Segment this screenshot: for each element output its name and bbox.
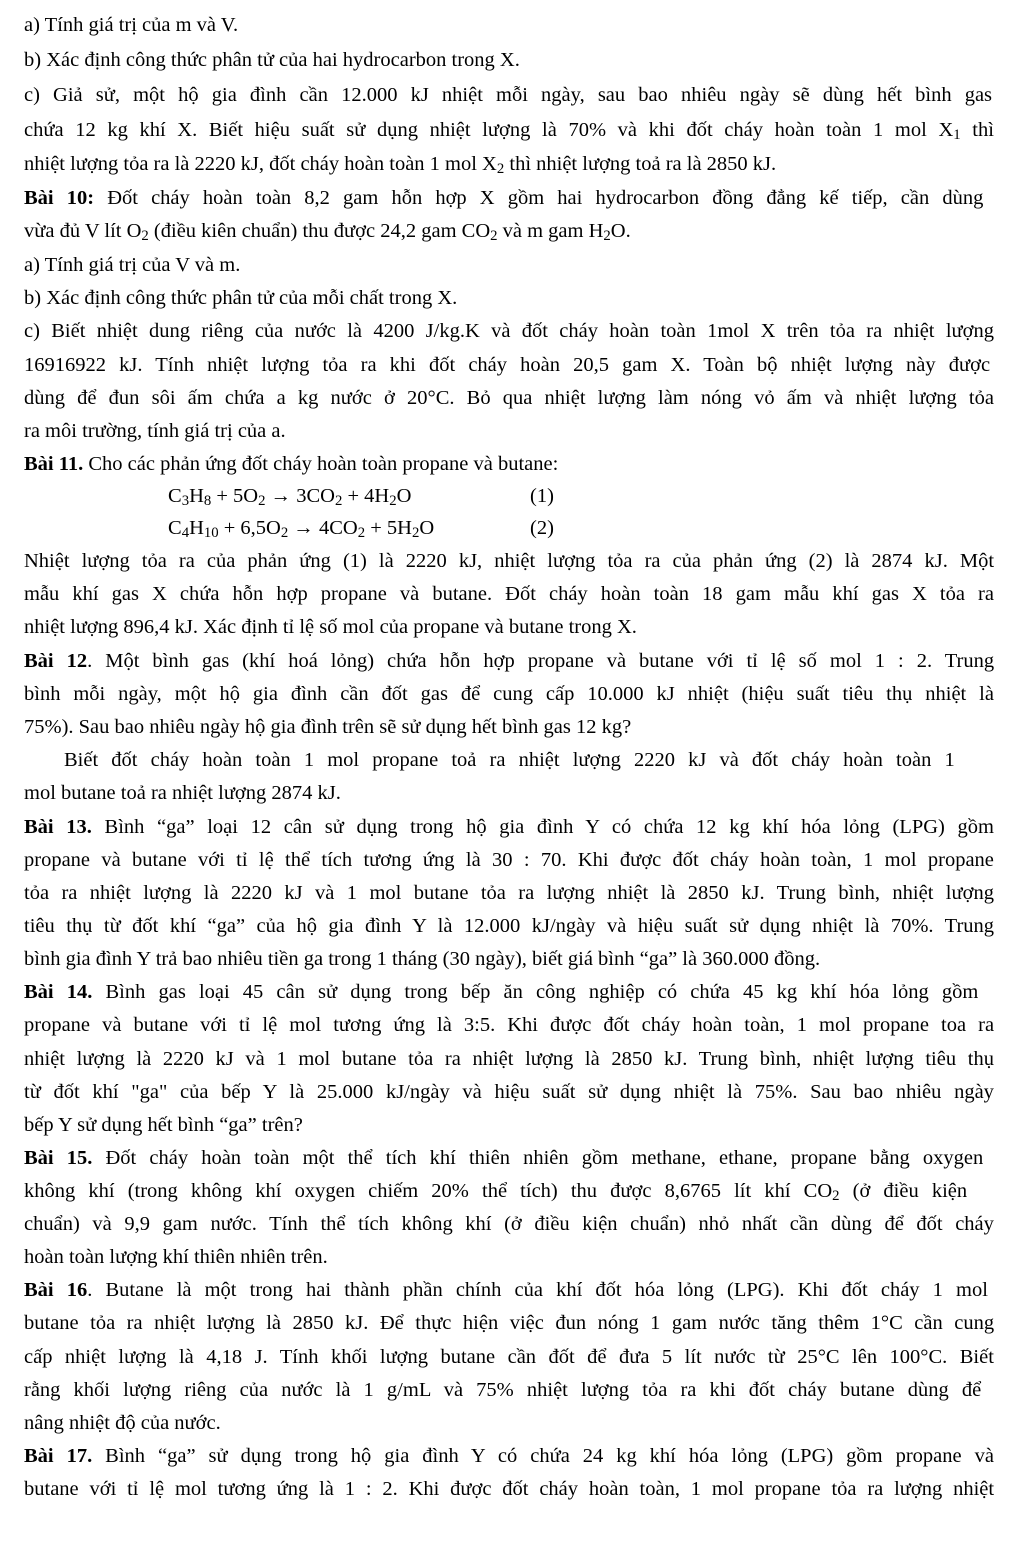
problem-10-heading: Bài 10: Đốt cháy hoàn toàn 8,2 gam hỗn hợp X gồm hai hydrocarbon đồng đẳng kế tiếp, cần dùng xyxy=(24,187,984,209)
text-line: cấp nhiệt lượng là 4,18 J. Tính khối lượng butane cần đốt để đưa 5 lít nước từ 25°C lên 100°C. Biết xyxy=(24,1346,994,1368)
text-line: nâng nhiệt độ của nước. xyxy=(24,1412,221,1434)
problem-16-heading: Bài 16. Butane là một trong hai thành phần chính của khí đốt hóa lỏng (LPG). Khi đốt cháy 1 mol xyxy=(24,1279,988,1301)
problem-15-heading: Bài 15. Đốt cháy hoàn toàn một thể tích khí thiên nhiên gồm methane, ethane, propane bằng oxygen xyxy=(24,1147,984,1169)
text-line: bếp Y sử dụng hết bình “ga” trên? xyxy=(24,1114,303,1136)
text-line: chứa 12 kg khí X. Biết hiệu suất sử dụng nhiệt lượng là 70% và khi đốt cháy hoàn toàn 1 mol $X_1$ thì xyxy=(24,119,994,144)
text-line: chuẩn) và 9,9 gam nước. Tính thể tích không khí (ở điều kiện chuẩn) nhỏ nhất cần dùng để đốt cháy xyxy=(24,1213,994,1235)
text-line: propane và butane với tỉ lệ mol tương ứng là 3:5. Khi được đốt cháy hoàn toàn, 1 mol propane toa ra xyxy=(24,1014,995,1036)
text-line: 16916922 kJ. Tính nhiệt lượng tỏa ra khi đốt cháy hoàn 20,5 gam X. Toàn bộ nhiệt lượng này được xyxy=(24,354,991,376)
problem-13-heading: Bài 13. Bình “ga” loại 12 cân sử dụng trong hộ gia đình Y có chứa 12 kg khí hóa lỏng (LPG) gồm xyxy=(24,816,994,838)
text-line: a) Tính giá trị của m và V. xyxy=(24,14,239,36)
text-line: propane và butane với tỉ lệ thể tích tương ứng là 30 : 70. Khi được đốt cháy hoàn toàn, 1 mol propane xyxy=(24,849,994,871)
text-line: butane tỏa ra nhiệt lượng là 2850 kJ. Để thực hiện việc đun nóng 1 gam nước tăng thêm 1°C cần cung xyxy=(24,1312,995,1334)
text-line: ra môi trường, tính giá trị của a. xyxy=(24,420,286,442)
text-line: Nhiệt lượng tỏa ra của phản ứng (1) là 2220 kJ, nhiệt lượng tỏa ra của phản ứng (2) là 2874 kJ. Một xyxy=(24,550,995,572)
text-line: bình mỗi ngày, một hộ gia đình cần đốt gas để cung cấp 10.000 kJ nhiệt (hiệu suất tiêu thụ nhiệt là xyxy=(24,683,994,705)
text-line: vừa đủ V lít $O_2$ (điều kiên chuẩn) thu được 24,2 gam $CO_2$ và m gam $H_2O$. xyxy=(24,220,631,245)
text-line: bình gia đình Y trả bao nhiêu tiền ga trong 1 tháng (30 ngày), biết giá bình “ga” là 360.000 đồng. xyxy=(24,948,821,970)
text-line: Biết đốt cháy hoàn toàn 1 mol propane toả ra nhiệt lượng 2220 kJ và đốt cháy hoàn toàn 1 xyxy=(64,749,955,771)
text-line: butane với tỉ lệ mol tương ứng là 1 : 2. Khi được đốt cháy hoàn toàn, 1 mol propane tỏa ra lượng nhiệt xyxy=(24,1478,995,1500)
equation-1 xyxy=(168,482,1026,510)
equation-2 xyxy=(168,514,1026,542)
text-line: mol butane toả ra nhiệt lượng 2874 kJ. xyxy=(24,782,341,804)
text-line: mẫu khí gas X chứa hỗn hợp propane và butane. Đốt cháy hoàn toàn 18 gam mẫu khí gas X tỏa ra xyxy=(24,583,994,605)
text-line: hoàn toàn lượng khí thiên nhiên trên. xyxy=(24,1246,328,1268)
equation-1-formula: $C_3H_8 + 5O_2 \to 3CO_2 + 4H_2O$ xyxy=(168,485,412,510)
text-line: a) Tính giá trị của V và m. xyxy=(24,254,241,276)
text-line: c) Giả sử, một hộ gia đình cần 12.000 kJ nhiệt mỗi ngày, sau bao nhiêu ngày sẽ dùng hết bình gas xyxy=(24,84,993,106)
text-line: nhiệt lượng 896,4 kJ. Xác định tỉ lệ số mol của propane và butane trong X. xyxy=(24,616,637,638)
text-line: nhiệt lượng tỏa ra là 2220 kJ, đốt cháy hoàn toàn 1 mol $X_2$ thì nhiệt lượng toả ra là 2850 kJ. xyxy=(24,153,777,178)
problem-17-heading: Bài 17. Bình “ga” sử dụng trong hộ gia đình Y có chứa 24 kg khí hóa lỏng (LPG) gồm propane và xyxy=(24,1445,994,1467)
text-line: không khí (trong không khí oxygen chiếm 20% thể tích) thu được 8,6765 lít khí $CO_2$ (ở điều kiện xyxy=(24,1180,968,1205)
text-line: từ đốt khí "ga" của bếp Y là 25.000 kJ/ngày và hiệu suất sử dụng nhiệt là 75%. Sau bao nhiêu ngày xyxy=(24,1081,994,1103)
text-line: dùng để đun sôi ấm chứa a kg nước ở 20°C. Bỏ qua nhiệt lượng làm nóng vỏ ấm và nhiệt lượng tỏa xyxy=(24,387,994,409)
text-line: b) Xác định công thức phân tử của mỗi chất trong X. xyxy=(24,287,458,309)
text-line: b) Xác định công thức phân tử của hai hydrocarbon trong X. xyxy=(24,49,520,71)
equation-2-formula: $C_4H_{10} + 6,5O_2 \to 4CO_2 + 5H_2O$ xyxy=(168,517,435,542)
text-line: tỏa ra nhiệt lượng là 2220 kJ và 1 mol butane tỏa ra lượng nhiệt là 2850 kJ. Trung bình, nhiệt lượng xyxy=(24,882,994,904)
text-line: tiêu thụ từ đốt khí “ga” của hộ gia đình Y là 12.000 kJ/ngày và hiệu suất sử dụng nhiệt là 70%. Trung xyxy=(24,915,995,937)
text-line: 75%). Sau bao nhiêu ngày hộ gia đình trên sẽ sử dụng hết bình gas 12 kg? xyxy=(24,716,632,738)
text-line: rằng khối lượng riêng của nước là 1 g/mL và 75% nhiệt lượng tỏa ra khi đốt cháy butane dùng để xyxy=(24,1379,982,1401)
problem-11-heading: Bài 11. Cho các phản ứng đốt cháy hoàn toàn propane và butane: xyxy=(24,453,559,475)
problem-12-heading: Bài 12. Một bình gas (khí hoá lỏng) chứa hỗn hợp propane và butane với tỉ lệ số mol 1 : 2. Trung xyxy=(24,650,995,672)
text-line: c) Biết nhiệt dung riêng của nước là 4200 J/kg.K và đốt cháy hoàn toàn 1mol X trên tỏa ra nhiệt lượng xyxy=(24,320,994,342)
equation-2-number: (2) xyxy=(530,517,554,539)
problem-14-heading: Bài 14. Bình gas loại 45 cân sử dụng trong bếp ăn công nghiệp có chứa 45 kg khí hóa lỏng gồm xyxy=(24,981,979,1003)
text-line: nhiệt lượng là 2220 kJ và 1 mol butane tỏa ra nhiệt lượng là 2850 kJ. Trung bình, nhiệt lượng tiêu thụ xyxy=(24,1048,994,1070)
equation-1-number: (1) xyxy=(530,485,554,507)
